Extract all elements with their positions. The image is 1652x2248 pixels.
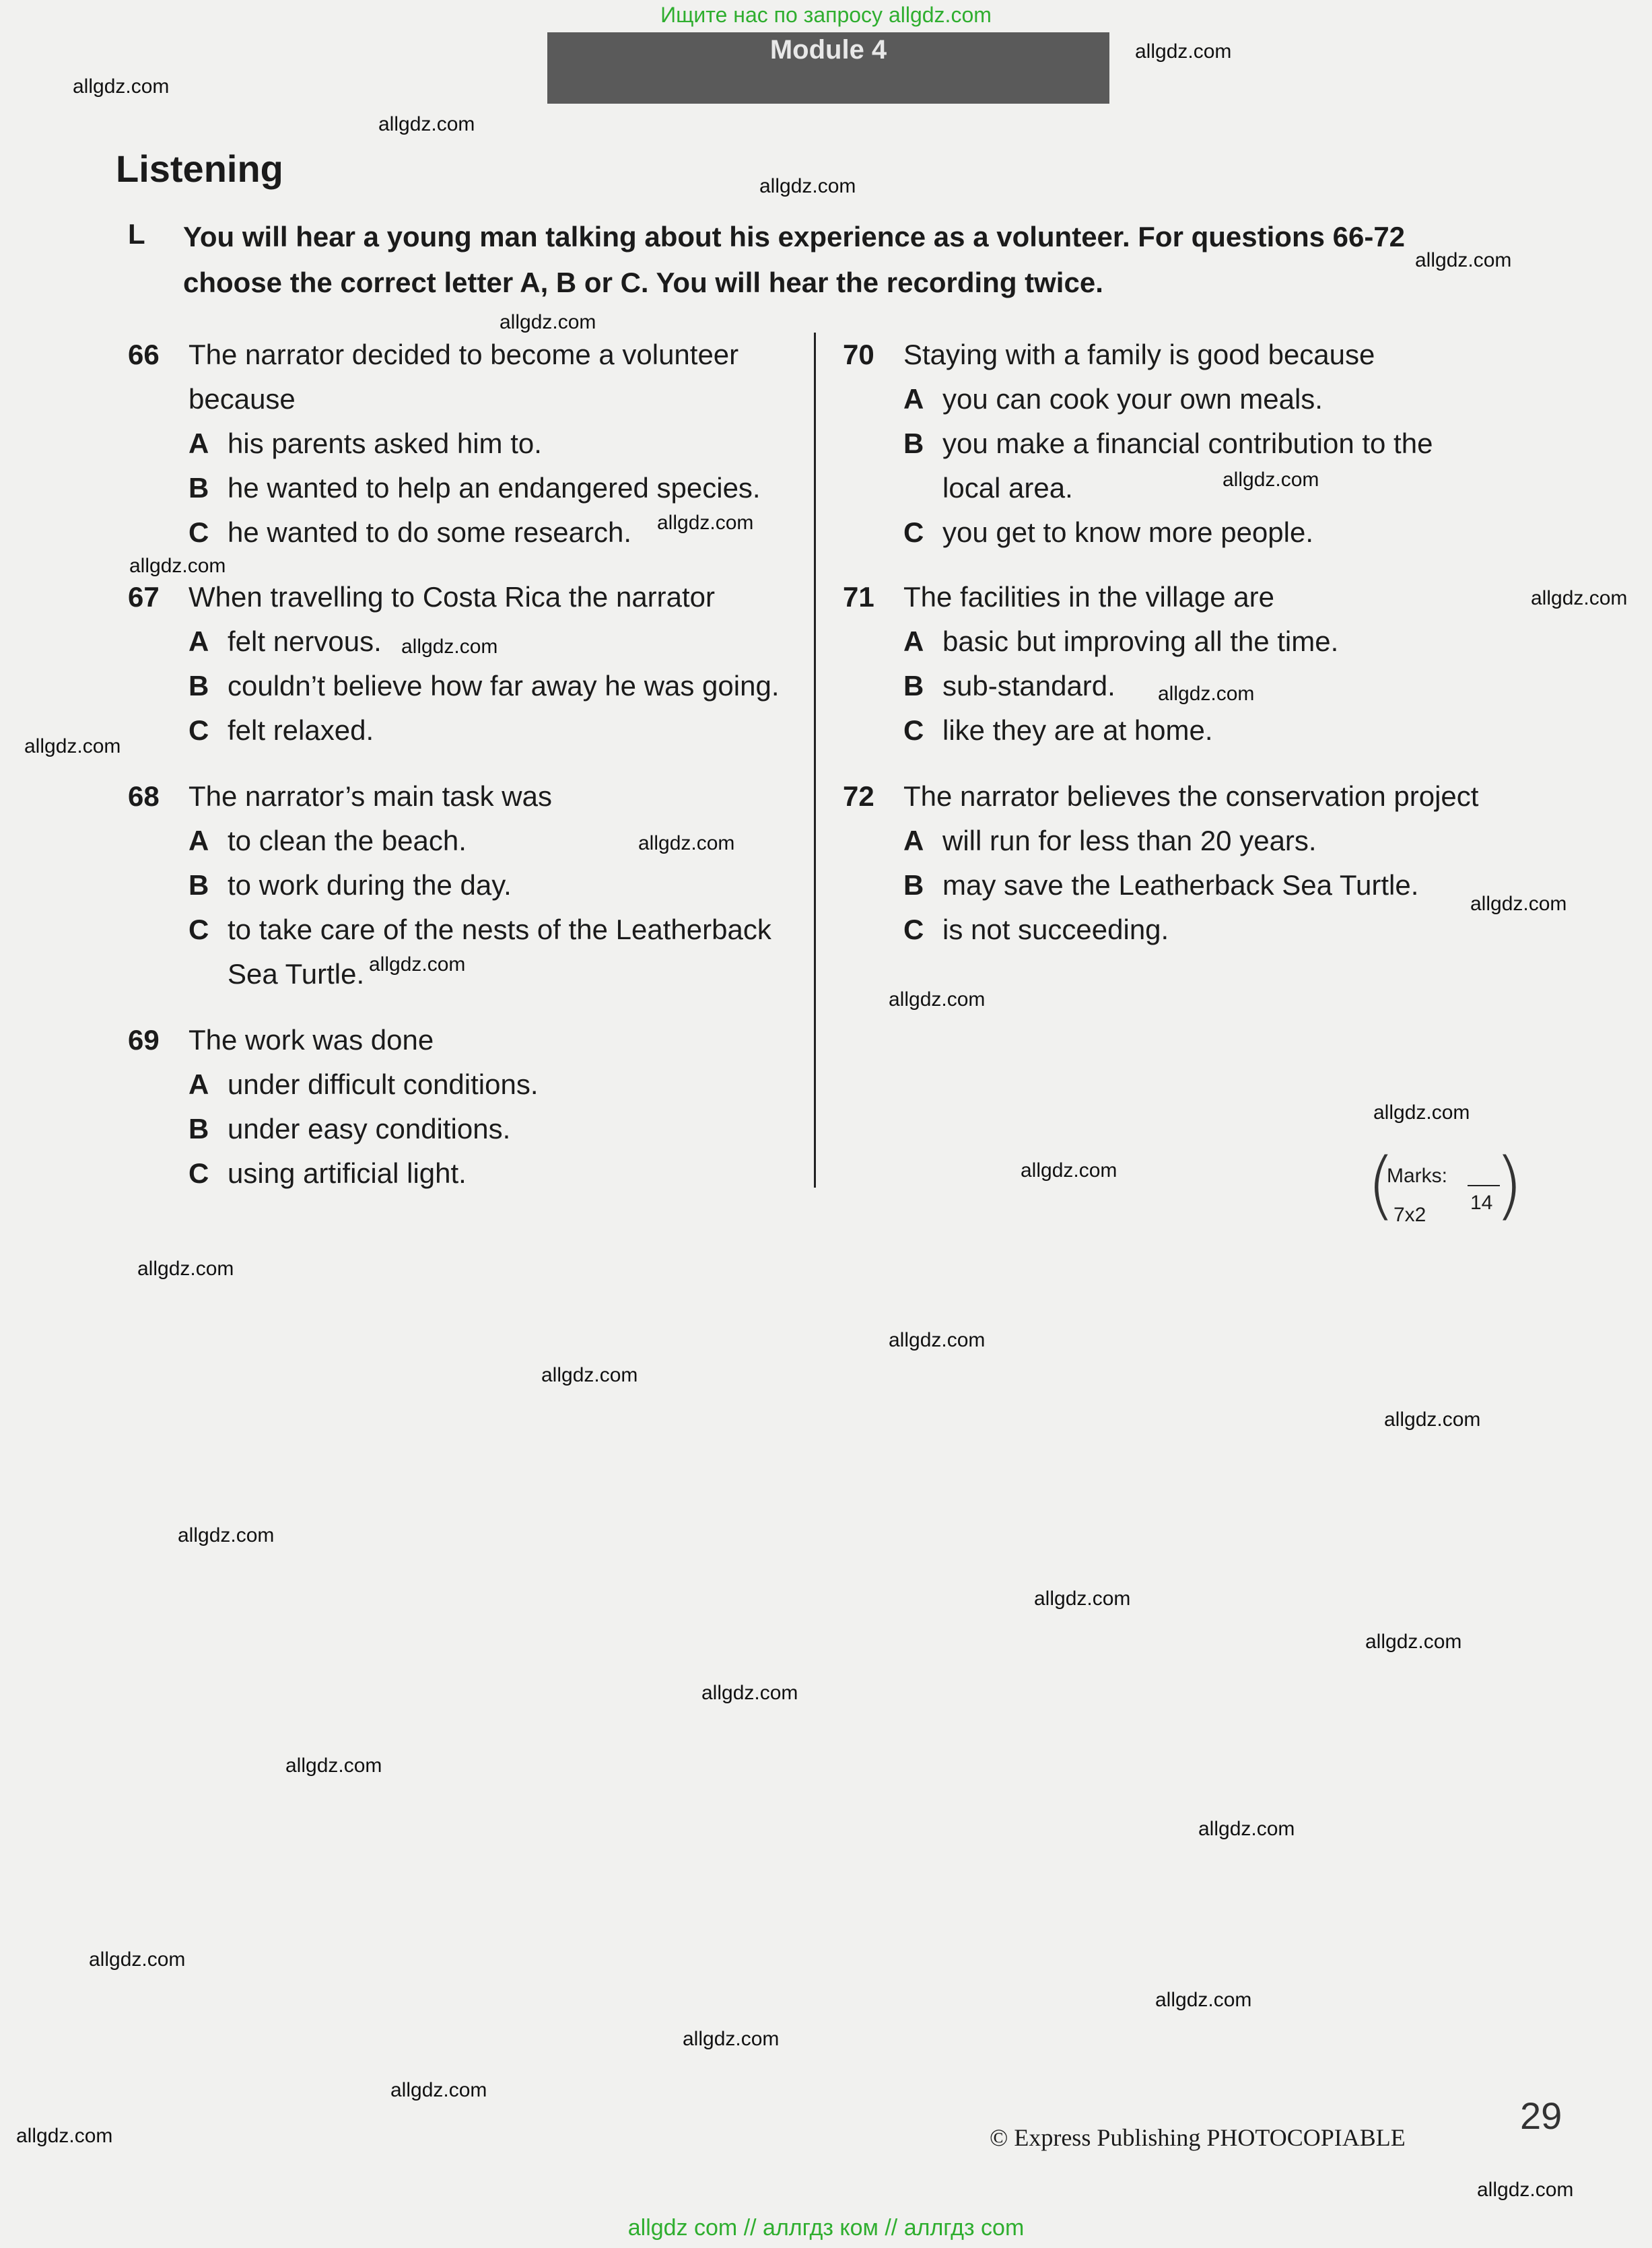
question-number: 72 [843,780,874,812]
option-text: you get to know more people. [942,516,1314,548]
option-b[interactable] [188,1107,510,1151]
question-text: Staying with a family is good because [903,339,1375,370]
option-letter: B [903,670,924,702]
option-letter: A [188,625,209,657]
option-text: felt nervous. [228,625,382,657]
option-text: he wanted to do some research. [228,516,632,548]
instruction: You will hear a young man talking about his experience as a volunteer. For questions 66-72 choose the correct letter A, B or C. You will hear the recording twice. [183,221,1406,298]
question-number: 71 [843,581,874,613]
option-text: like they are at home. [942,714,1213,746]
marks-label: Marks: [1387,1165,1447,1187]
option-c[interactable] [188,1151,467,1196]
option-letter: C [903,714,924,746]
question-text: The work was done [188,1024,434,1056]
column-divider [814,333,816,1188]
option-c[interactable] [903,510,1313,555]
option-text: felt relaxed. [228,714,374,746]
option-text: is not succeeding. [942,914,1169,945]
option-c[interactable] [188,908,771,996]
watermark: allgdz.com [378,113,475,135]
option-c[interactable] [188,510,631,555]
watermark: allgdz.com [390,2079,487,2101]
option-text: to clean the beach. [228,825,467,856]
watermark: allgdz.com [369,953,466,976]
option-letter: C [188,914,209,945]
watermark: allgdz.com [89,1948,186,1971]
watermark: allgdz.com [129,555,226,577]
option-letter: A [903,825,924,856]
watermark: allgdz.com [657,512,754,534]
question-72 [843,774,1516,963]
option-text: to work during the day. [228,869,512,901]
watermark: allgdz.com [683,2028,780,2050]
watermark: allgdz.com [285,1755,382,1777]
watermark: allgdz.com [1155,1989,1252,2011]
watermark: allgdz.com [889,988,986,1011]
question-67 [128,575,801,763]
option-a[interactable] [903,377,1323,421]
option-c[interactable] [903,908,1169,952]
watermark: allgdz.com [1365,1631,1462,1653]
question-number: 70 [843,339,874,370]
question-text: When travelling to Costa Rica the narrator [188,581,716,613]
option-letter: B [188,869,209,901]
question-69 [128,1018,801,1206]
watermark: allgdz.com [73,75,170,98]
watermark: allgdz.com [541,1364,638,1386]
option-letter: B [188,472,209,504]
option-b[interactable] [188,664,780,708]
module-tab [547,32,1109,104]
watermark: allgdz.com [1135,40,1232,63]
option-letter: C [188,1157,209,1189]
option-text: under difficult conditions. [228,1068,539,1100]
bottom-banner: allgdz com // аллгдз ком // аллгдз com [627,2215,1025,2241]
option-text: sub-standard. [942,670,1115,702]
watermark: allgdz.com [1384,1408,1481,1431]
watermark: allgdz.com [1158,683,1255,705]
watermark: allgdz.com [178,1524,275,1546]
watermark: allgdz.com [401,636,498,658]
watermark: allgdz.com [638,832,735,854]
top-banner: Ищите нас по запросу allgdz.com [660,3,992,27]
option-a[interactable] [903,619,1338,664]
option-a[interactable] [188,1062,539,1107]
question-text: The narrator believes the conservation project [903,780,1479,812]
option-text: his parents asked him to. [228,428,542,459]
left-paren-icon: ( [1367,1142,1396,1228]
option-c[interactable] [188,708,374,753]
marks-box [1367,1142,1523,1232]
option-letter: C [903,516,924,548]
option-text: couldn’t believe how far away he was going. [228,670,780,702]
marks-denominator: 14 [1470,1192,1493,1214]
question-number: 66 [128,339,160,370]
watermark: allgdz.com [701,1682,798,1704]
watermark: allgdz.com [1373,1101,1470,1124]
watermark: allgdz.com [1223,469,1319,491]
watermark: allgdz.com [16,2125,113,2147]
watermark: allgdz.com [24,735,121,757]
option-letter: C [903,914,924,945]
option-letter: A [903,625,924,657]
option-a[interactable] [188,819,467,863]
watermark: allgdz.com [889,1329,986,1351]
marks-multiplier: 7x2 [1393,1204,1426,1226]
option-b[interactable] [903,863,1418,908]
option-letter: A [188,825,209,856]
option-letter: A [188,1068,209,1100]
option-text: basic but improving all the time. [942,625,1339,657]
option-letter: B [188,1113,209,1145]
watermark: allgdz.com [1198,1818,1295,1840]
option-text: may save the Leatherback Sea Turtle. [942,869,1419,901]
question-number: 67 [128,581,160,613]
option-text: you can cook your own meals. [942,383,1323,415]
watermark: allgdz.com [1470,893,1567,915]
footer-copyright: © Express Publishing PHOTOCOPIABLE [990,2124,1406,2151]
watermark: allgdz.com [1021,1159,1117,1182]
watermark: allgdz.com [137,1258,234,1280]
option-letter: A [188,428,209,459]
option-text: he wanted to help an endangered species. [228,472,761,504]
option-a[interactable] [903,819,1317,863]
option-letter: B [188,670,209,702]
question-71 [843,575,1516,763]
question-text: because [188,383,296,415]
watermark: allgdz.com [1415,249,1512,271]
watermark: allgdz.com [500,311,596,333]
page-number: 29 [1520,2094,1562,2137]
option-text: you make a financial contribution to the [942,428,1433,459]
option-letter: A [903,383,924,415]
instruction-letter: L [128,218,145,250]
module-label: Module 4 [769,35,887,65]
option-text: under easy conditions. [228,1113,511,1145]
question-text: The facilities in the village are [903,581,1274,613]
option-text-continued: local area. [942,472,1073,504]
option-b[interactable] [188,466,761,510]
option-letter: C [188,516,209,548]
option-b[interactable] [903,421,1433,510]
section-title: Listening [116,147,283,190]
question-text: The narrator’s main task was [188,780,552,812]
option-letter: C [188,714,209,746]
question-number: 68 [128,780,160,812]
option-b[interactable] [903,664,1115,708]
option-text: will run for less than 20 years. [942,825,1317,856]
option-text: to take care of the nests of the Leatherback [228,914,771,945]
watermark: allgdz.com [759,175,856,197]
option-text-continued: Sea Turtle. [228,958,365,990]
option-a[interactable] [188,619,382,664]
option-b[interactable] [188,863,512,908]
option-text: using artificial light. [228,1157,467,1189]
question-text: The narrator decided to become a volunteer [188,339,739,370]
watermark: allgdz.com [1531,587,1628,609]
watermark: allgdz.com [1477,2179,1574,2201]
option-letter: B [903,428,924,459]
option-letter: B [903,869,924,901]
right-paren-icon: ) [1494,1142,1523,1228]
question-70 [843,333,1516,561]
question-number: 69 [128,1024,160,1056]
option-c[interactable] [903,708,1213,753]
option-a[interactable] [188,421,542,466]
watermark: allgdz.com [1034,1588,1131,1610]
